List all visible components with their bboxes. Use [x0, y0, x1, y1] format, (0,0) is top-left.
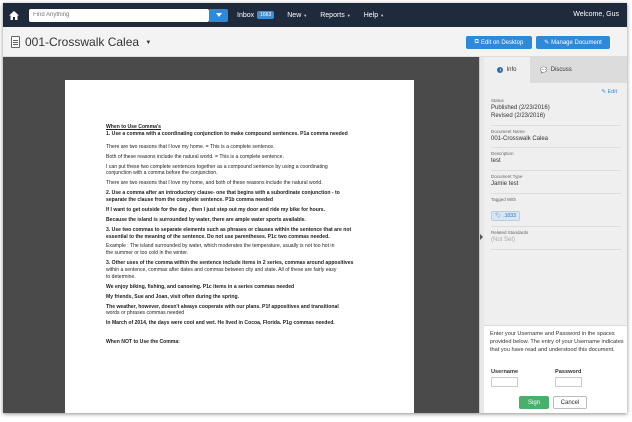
document-line: If I want to get outside for the day , then I just step out my door and ride my bike for hours. [106, 206, 326, 213]
manage-document-button[interactable] [536, 36, 610, 49]
sign-box [484, 325, 627, 413]
document-line: to determine. [106, 273, 136, 280]
description-label: Description [491, 151, 514, 157]
document-line: Both of these reasons include the natural world. = This is a complete sentence. [106, 153, 284, 160]
document-line: separate the clause from the complete sentence. P1b comma needed [106, 197, 274, 203]
home-icon[interactable] [3, 3, 25, 27]
related-value: (Not Set) [491, 236, 516, 243]
inbox-count-badge: 1663 [257, 11, 274, 19]
document-line: 3. Use two commas to separate elements such as phrases or clauses within the sentence that are not [106, 226, 352, 233]
related-field [491, 227, 621, 250]
password-input[interactable] [555, 377, 582, 387]
document-title-text: 001-Crosswalk Calea [25, 35, 140, 49]
username-input[interactable] [491, 377, 518, 387]
document-line: We enjoy biking, fishing, and canoeing. P1c items in a series commas needed [106, 283, 295, 290]
document-icon [11, 36, 20, 48]
document-viewer[interactable] [3, 57, 479, 413]
document-line: the summer or too cold in the winter. [106, 250, 189, 257]
app-window [3, 3, 627, 413]
pencil-icon: ✎ [544, 40, 550, 46]
status-published: Published (2/23/2016) [491, 105, 550, 111]
status-label: Status [491, 98, 504, 103]
related-label: Related Standards [491, 229, 529, 235]
nav-help-label: Help [363, 11, 379, 19]
tab-discuss-label: Discuss [550, 67, 572, 73]
caret-down-icon: ▼ [346, 12, 351, 18]
tab-discuss[interactable] [530, 57, 582, 83]
nav-reports[interactable] [320, 12, 350, 19]
document-line: There are two reasons that I love my home, and both of these reasons include the natural world. [106, 180, 323, 187]
document-line: In March of 2014, the days were cool and wet. He lived in Cocoa, Florida. P1g commas needed. [106, 320, 335, 327]
tag-chip-label: .1033 [503, 212, 516, 219]
side-panel [484, 57, 627, 413]
document-line: conjunction with a comma before the conjunction. [106, 170, 218, 177]
nav-new[interactable] [287, 12, 307, 19]
manage-document-label: Manage Document [551, 39, 602, 46]
tab-info-label: Info [506, 67, 517, 73]
document-line: essential to the meaning of the sentence. Do not use parentheses. P1c two commas needed. [106, 233, 330, 240]
status-field [491, 95, 621, 126]
external-link-icon: ⧉ [474, 39, 479, 45]
document-line: Example : The island surrounded by water, which moderates the temperature, usually is not too hot in [106, 243, 335, 250]
document-line: 3. Other uses of the comma within the sentence include items in 2 series, commas around appositives [106, 260, 354, 267]
collapse-arrow-icon[interactable] [480, 234, 483, 240]
doctype-value: Jamie test [491, 181, 519, 188]
document-line: 2. Use a comma after an introductory clause- one that begins with a subordinate conjunction - to [106, 190, 340, 197]
document-line: When to Use Comma's [106, 124, 161, 130]
status-revised: Revised (2/23/2016) [491, 112, 546, 119]
tagged-field [491, 194, 621, 227]
welcome-user-menu[interactable]: Welcome, Gus [573, 11, 619, 18]
document-line: I can put these two complete sentences together as a compound sentence by using a coordinating [106, 163, 328, 170]
edit-on-desktop-button[interactable] [466, 36, 532, 49]
document-title[interactable] [25, 35, 151, 49]
chevron-down-icon [216, 13, 222, 17]
caret-down-icon: ▼ [303, 12, 308, 18]
top-nav [3, 3, 627, 27]
doctype-label: Document Type [491, 174, 523, 180]
password-label: Password [555, 369, 582, 375]
cancel-button[interactable]: Cancel [553, 396, 587, 409]
info-icon: i [497, 67, 503, 73]
username-label: Username [491, 369, 519, 375]
nav-help[interactable] [364, 12, 384, 19]
search-dropdown-button[interactable] [209, 9, 228, 22]
caret-down-icon: ▼ [380, 12, 385, 18]
description-field [491, 148, 621, 171]
document-line: Because the island is surrounded by water, there are ample water sports available. [106, 216, 306, 223]
document-line: words or phrases commas needed [106, 310, 185, 317]
description-value: test [491, 158, 501, 165]
nav-reports-label: Reports [320, 11, 345, 19]
tagged-label: Tagged With [491, 196, 517, 202]
tag-chip[interactable] [491, 211, 520, 221]
document-line: My friends, Sue and Joan, visit often during the spring. [106, 293, 240, 300]
document-line: within a sentence, commas after dates and commas between city and state. All of these are fairly easy [106, 267, 337, 273]
edit-on-desktop-label: Edit on Desktop [480, 39, 524, 46]
pencil-icon: ✎ [601, 89, 606, 95]
document-header [3, 27, 627, 57]
sign-instructions: Enter your Username and Password in the spaces provided below. The entry of your Username indicates that you have read and understood this document. [490, 331, 624, 353]
nav-inbox[interactable] [237, 11, 274, 19]
tag-icon: 🏷 [495, 212, 502, 219]
document-line: When NOT to Use the Comma: [106, 339, 180, 346]
edit-info-label: Edit [607, 89, 617, 95]
nav-new-label: New [287, 11, 302, 19]
tab-info[interactable] [484, 57, 530, 83]
search-input[interactable] [29, 9, 209, 22]
document-line: The weather, however, doesn't always cooperate with our plans. P1f appositives and transitional [106, 303, 339, 310]
caret-down-icon: ▼ [145, 39, 152, 46]
docname-value: 001-Crosswalk Calea [491, 135, 549, 142]
side-tabs [484, 57, 627, 83]
docname-label: Document Name [491, 128, 525, 134]
docname-field [491, 126, 621, 149]
comments-icon: 💬 [540, 67, 548, 74]
doctype-field [491, 171, 621, 194]
nav-inbox-label: Inbox [237, 11, 255, 19]
document-info [491, 95, 621, 250]
document-line: 1. Use a comma with a coordinating conjunction to make compound sentences. P1a comma needed [106, 130, 348, 137]
sign-button[interactable]: Sign [519, 396, 549, 409]
document-page [65, 80, 414, 413]
document-line: There are two reasons that I love my home. = This is a complete sentence. [106, 143, 275, 150]
